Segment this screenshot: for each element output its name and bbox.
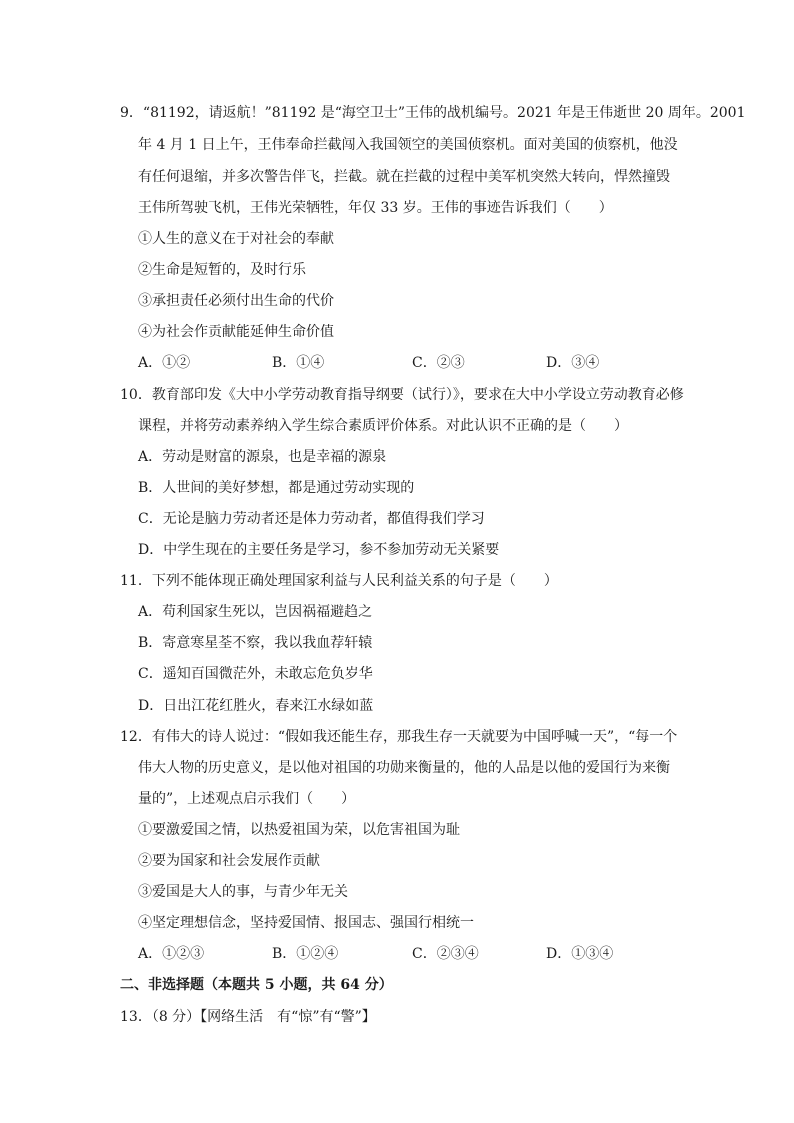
q9-choice-b[interactable]: B．①④	[272, 355, 325, 371]
q9-choice-c[interactable]: C．②③	[412, 355, 465, 371]
q12-stem-line: 伟大人物的历史意义，是以他对祖国的功勋来衡量的，他的人品是以他的爱国行为来衡	[138, 760, 670, 776]
q10-stem-line: 10．教育部印发《大中小学劳动教育指导纲要（试行）》，要求在大中小学设立劳动教育必修	[120, 387, 684, 403]
q10-stem-line: 课程，并将劳动素养纳入学生综合素质评价体系。对此认识不正确的是（ ）	[138, 418, 628, 434]
q9-statement: ③承担责任必须付出生命的代价	[138, 293, 334, 309]
q12-choice-d[interactable]: D．①③④	[546, 946, 614, 962]
q9-stem-line: 9．“81192，请返航！”81192 是“海空卫士”王伟的战机编号。2021 年是王伟逝世 20 周年。2001	[120, 105, 746, 121]
q9-stem-line: 王伟所驾驶飞机，王伟光荣牺牲，年仅 33 岁。王伟的事迹告诉我们（ ）	[138, 200, 613, 216]
q9-statement: ②生命是短暂的，及时行乐	[138, 262, 306, 278]
q9-choice-a[interactable]: A．①②	[138, 355, 191, 371]
q12-stem-line: 量的”，上述观点启示我们（ ）	[138, 791, 356, 807]
q11-option-c[interactable]: C．遥知百国微茫外，未敢忘危负岁华	[138, 666, 373, 682]
question-13-heading: 13．（8 分）【网络生活 有“惊”有“警”】	[120, 1009, 376, 1025]
q9-stem-line: 年 4 月 1 日上午，王伟奉命拦截闯入我国领空的美国侦察机。面对美国的侦察机，他没	[138, 137, 678, 153]
section-heading: 二、非选择题（本题共 5 小题，共 64 分）	[120, 977, 393, 993]
q12-choice-a[interactable]: A．①②③	[138, 946, 205, 962]
q10-option-a[interactable]: A．劳动是财富的源泉，也是幸福的源泉	[138, 449, 387, 465]
q12-statement: ③爱国是大人的事，与青少年无关	[138, 884, 348, 900]
q12-statement: ②要为国家和社会发展作贡献	[138, 853, 320, 869]
q12-statement: ④坚定理想信念，坚持爱国情、报国志、强国行相统一	[138, 915, 474, 931]
q10-option-c[interactable]: C．无论是脑力劳动者还是体力劳动者，都值得我们学习	[138, 511, 485, 527]
q12-statement: ①要激爱国之情，以热爱祖国为荣，以危害祖国为耻	[138, 822, 460, 838]
q9-statement: ①人生的意义在于对社会的奉献	[138, 231, 334, 247]
q12-choices	[138, 945, 638, 963]
q12-choice-b[interactable]: B．①②④	[272, 946, 339, 962]
q10-option-d[interactable]: D．中学生现在的主要任务是学习，参不参加劳动无关紧要	[138, 542, 500, 558]
q11-option-a[interactable]: A．苟利国家生死以，岂因祸福避趋之	[138, 604, 373, 620]
q11-stem-line: 11．下列不能体现正确处理国家利益与人民利益关系的句子是（ ）	[120, 573, 558, 589]
q12-stem-line: 12．有伟大的诗人说过：“假如我还能生存，那我生存一天就要为中国呼喊一天”，“每一个	[120, 729, 678, 745]
q10-option-b[interactable]: B．人世间的美好梦想，都是通过劳动实现的	[138, 480, 415, 496]
q11-option-b[interactable]: B．寄意寒星荃不察，我以我血荐轩辕	[138, 635, 373, 651]
q12-choice-c[interactable]: C．②③④	[412, 946, 479, 962]
q9-choices	[138, 354, 638, 372]
q9-choice-d[interactable]: D．③④	[546, 355, 600, 371]
q11-option-d[interactable]: D．日出江花红胜火，春来江水绿如蓝	[138, 698, 374, 714]
q9-stem-line: 有任何退缩，并多次警告伴飞，拦截。就在拦截的过程中美军机突然大转向，悍然撞毁	[138, 169, 670, 185]
q9-statement: ④为社会作贡献能延伸生命价值	[138, 324, 334, 340]
